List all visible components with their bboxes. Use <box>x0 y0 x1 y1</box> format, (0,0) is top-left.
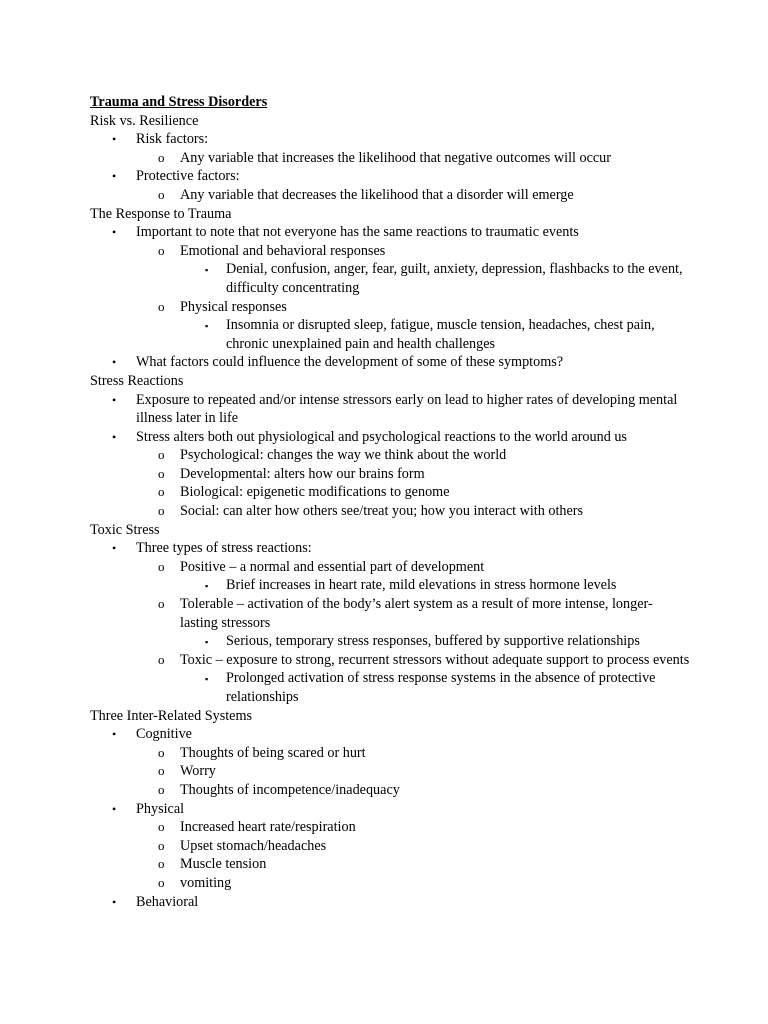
bullet-icon: o <box>158 465 165 481</box>
bullet-icon: • <box>112 894 117 909</box>
list-item-text: Psychological: changes the way we think about the world <box>180 447 507 464</box>
bullet-icon: o <box>158 149 165 165</box>
bullet-icon: ▪ <box>205 674 209 685</box>
bullet-icon: • <box>112 541 117 556</box>
list-item-text: Physical responses <box>180 298 287 315</box>
bullet-icon: o <box>158 874 165 890</box>
bullet-icon: • <box>112 169 117 184</box>
list-item-text: Protective factors: <box>136 168 240 185</box>
list-item-level-3 <box>90 260 690 297</box>
section-heading: Risk vs. Resilience <box>90 112 199 129</box>
list-item-level-1 <box>90 725 690 744</box>
bullet-icon: o <box>158 781 165 797</box>
list-item-text: Positive – a normal and essential part of development <box>180 558 485 575</box>
list-item-level-2 <box>90 874 690 893</box>
bullet-icon: • <box>112 801 117 816</box>
bullet-icon: o <box>158 186 165 202</box>
list-item-level-1 <box>90 353 690 372</box>
list-item-level-2 <box>90 298 690 317</box>
list-item-level-2 <box>90 595 690 632</box>
list-item-level-1 <box>90 539 690 558</box>
list-item-text: Prolonged activation of stress response systems in the absence of protective relationships <box>226 670 656 705</box>
list-item-level-1 <box>90 130 690 149</box>
bullet-icon: o <box>158 298 165 314</box>
list-item-text: Stress alters both out physiological and psychological reactions to the world around us <box>136 428 627 445</box>
bullet-icon: o <box>158 447 165 463</box>
list-item-level-2 <box>90 502 690 521</box>
list-item-text: Muscle tension <box>180 856 267 873</box>
section-list <box>90 539 690 706</box>
bullet-icon: o <box>158 819 165 835</box>
bullet-icon: o <box>158 503 165 519</box>
bullet-icon: o <box>158 744 165 760</box>
list-item-level-2 <box>90 855 690 874</box>
list-item-level-2 <box>90 818 690 837</box>
sections-container <box>90 112 690 912</box>
list-item-level-1 <box>90 167 690 186</box>
list-item-level-3 <box>90 576 690 595</box>
section-heading: Toxic Stress <box>90 521 160 538</box>
section-list <box>90 223 690 372</box>
section-list <box>90 391 690 521</box>
bullet-icon: ▪ <box>205 637 209 648</box>
bullet-icon: • <box>112 392 117 407</box>
section-heading: Stress Reactions <box>90 372 184 389</box>
list-item-text: Social: can alter how others see/treat you; how you interact with others <box>180 503 584 520</box>
list-item-level-3 <box>90 316 690 353</box>
list-item-text: Tolerable – activation of the body’s alert system as a result of more intense, longer-lasting stressors <box>180 596 653 631</box>
list-item-text: Developmental: alters how our brains form <box>180 465 425 482</box>
bullet-icon: o <box>158 558 165 574</box>
list-item-level-1 <box>90 800 690 819</box>
list-item-text: Denial, confusion, anger, fear, guilt, anxiety, depression, flashbacks to the event, difficulty concentrating <box>226 261 683 296</box>
bullet-icon: o <box>158 651 165 667</box>
section-heading: The Response to Trauma <box>90 205 232 222</box>
list-item-text: Insomnia or disrupted sleep, fatigue, muscle tension, headaches, chest pain, chronic unexplained pain and health challenges <box>226 317 655 352</box>
list-item-text: Behavioral <box>136 893 199 910</box>
list-item-level-1 <box>90 223 690 242</box>
list-item-text: Physical <box>136 800 185 817</box>
list-item-level-2 <box>90 149 690 168</box>
list-item-text: Worry <box>180 763 216 780</box>
list-item-text: Three types of stress reactions: <box>136 540 312 557</box>
list-item-level-2 <box>90 558 690 577</box>
list-item-level-1 <box>90 391 690 428</box>
bullet-icon: ▪ <box>205 321 209 332</box>
section-list <box>90 130 690 204</box>
list-item-text: Thoughts of being scared or hurt <box>180 744 366 761</box>
list-item-level-2 <box>90 186 690 205</box>
list-item-text: vomiting <box>180 874 232 891</box>
list-item-level-2 <box>90 651 690 670</box>
list-item-level-2 <box>90 762 690 781</box>
list-item-text: Increased heart rate/respiration <box>180 819 356 836</box>
list-item-level-1 <box>90 893 690 912</box>
list-item-text: Important to note that not everyone has the same reactions to traumatic events <box>136 224 579 241</box>
bullet-icon: • <box>112 132 117 147</box>
bullet-icon: o <box>158 484 165 500</box>
list-item-text: What factors could influence the development of some of these symptoms? <box>136 354 564 371</box>
bullet-icon: • <box>112 429 117 444</box>
list-item-text: Emotional and behavioral responses <box>180 242 386 259</box>
list-item-level-2 <box>90 242 690 261</box>
list-item-level-1 <box>90 428 690 447</box>
list-item-text: Toxic – exposure to strong, recurrent stressors without adequate support to process events <box>180 651 690 668</box>
list-item-level-2 <box>90 781 690 800</box>
section-heading: Three Inter-Related Systems <box>90 707 253 724</box>
list-item-text: Upset stomach/headaches <box>180 837 327 854</box>
bullet-icon: ▪ <box>205 265 209 276</box>
list-item-level-2 <box>90 465 690 484</box>
bullet-icon: • <box>112 225 117 240</box>
list-item-text: Cognitive <box>136 726 192 743</box>
bullet-icon: o <box>158 837 165 853</box>
bullet-icon: • <box>112 355 117 370</box>
list-item-text: Exposure to repeated and/or intense stressors early on lead to higher rates of developing mental illness later in life <box>136 391 678 427</box>
bullet-icon: o <box>158 763 165 779</box>
list-item-level-2 <box>90 446 690 465</box>
list-item-level-2 <box>90 483 690 502</box>
list-item-text: Any variable that increases the likelihood that negative outcomes will occur <box>180 149 612 166</box>
list-item-text: Biological: epigenetic modifications to genome <box>180 484 450 501</box>
document-body <box>90 93 690 911</box>
document-title: Trauma and Stress Disorders <box>90 94 268 110</box>
bullet-icon: o <box>158 242 165 258</box>
list-item-text: Risk factors: <box>136 131 209 148</box>
list-item-level-2 <box>90 837 690 856</box>
list-item-text: Any variable that decreases the likelihood that a disorder will emerge <box>180 186 574 203</box>
list-item-text: Thoughts of incompetence/inadequacy <box>180 781 400 798</box>
list-item-level-3 <box>90 669 690 706</box>
bullet-icon: o <box>158 856 165 872</box>
section-list <box>90 725 690 911</box>
bullet-icon: ▪ <box>205 581 209 592</box>
bullet-icon: • <box>112 727 117 742</box>
list-item-text: Serious, temporary stress responses, buffered by supportive relationships <box>226 633 640 650</box>
list-item-text: Brief increases in heart rate, mild elevations in stress hormone levels <box>226 577 617 594</box>
bullet-icon: o <box>158 596 165 612</box>
list-item-level-3 <box>90 632 690 651</box>
list-item-level-2 <box>90 744 690 763</box>
